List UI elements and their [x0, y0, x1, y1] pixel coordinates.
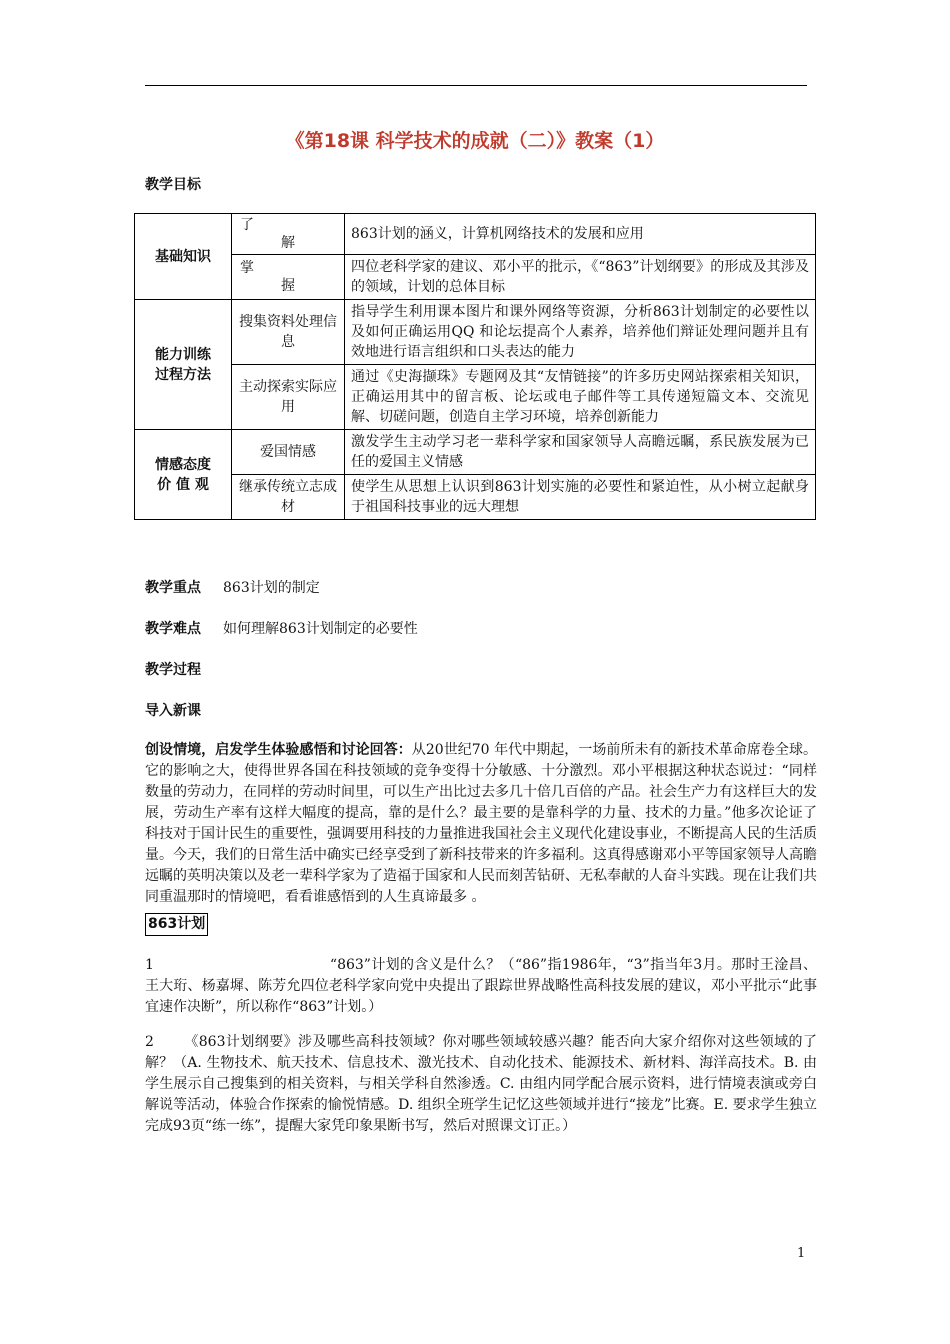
- key-point: 教学重点 863计划的制定: [145, 580, 320, 596]
- header-rule: [145, 85, 807, 86]
- table-row: [135, 430, 816, 475]
- row-description: 通过《史海撷珠》专题网及其“友情链接”的许多历史网站探索相关知识，正确运用其中的留言板、论坛或电子邮件等工具传递短篇文本、交流见解、切磋问题，创造自主学习环境，培养创新能力: [345, 365, 816, 430]
- sub-category: 爱国情感: [232, 430, 345, 475]
- table-row: [135, 365, 816, 430]
- row-description: 指导学生利用课本图片和课外网络等资源，分析863计划制定的必要性以及如何正确运用QQ 和论坛提高个人素养，培养他们辩证处理问题并且有效地进行语言组织和口头表达的能力: [345, 300, 816, 365]
- question-1: 1 “863”计划的含义是什么？（“86”指1986年，“3”指当年3月。那时王淦昌、王大珩、杨嘉墀、陈芳允四位老科学家向党中央提出了跟踪世界战略性高科技发展的建议，邓小平批示“此事宜速作决断”，所以称作“863”计划。）: [145, 957, 817, 1015]
- sub-category: 主动探索实际应用: [232, 365, 345, 430]
- process-heading: 教学过程: [145, 662, 201, 678]
- table-row: [135, 255, 816, 300]
- goals-heading: 教学目标: [145, 177, 201, 193]
- sub-category: 掌 握: [232, 255, 345, 300]
- row-description: 四位老科学家的建议、邓小平的批示，《“863”计划纲要》的形成及其涉及的领域，计划的总体目标: [345, 255, 816, 300]
- sub-category: 搜集资料处理信息: [232, 300, 345, 365]
- intro-heading: 导入新课: [145, 703, 201, 719]
- sub-category: 继承传统立志成材: [232, 475, 345, 520]
- goals-table: [134, 213, 816, 520]
- category-basic-knowledge: 基础知识: [135, 214, 232, 300]
- table-row: [135, 300, 816, 365]
- intro-paragraph: 创设情境，启发学生体验感悟和讨论回答：从20世纪70 年代中期起，一场前所未有的新技术革命席卷全球。它的影响之大，使得世界各国在科技领域的竞争变得十分敏感、十分激烈。邓小平根据这种状态说过：“同样数量的劳动力，在同样的劳动时间里，可以生产出比过去多几十倍几百倍的产品。社会生产力有这样巨大的发展，劳动生产率有这样大幅度的提高，靠的是什么？最主要的是靠科学的力量、技术的力量。”他多次论证了科技对于国计民生的重要性，强调要用科技的力量推进我国社会主义现代化建设事业，不断提高人民的生活质量。今天，我们的日常生活中确实已经享受到了新科技带来的许多福利。这真得感谢邓小平等国家领导人高瞻远瞩的英明决策以及老一辈科学家为了造福于国家和人民而刻苦钻研、无私奉献的人奋斗实践。现在让我们共同重温那时的情境吧，看看谁感悟到的人生真谛最多 。: [145, 742, 818, 905]
- row-description: 激发学生主动学习老一辈科学家和国家领导人高瞻远瞩，系民族发展为已任的爱国主义情感: [345, 430, 816, 475]
- page-title: 《第18课 科学技术的成就（二）》教案（1）: [285, 130, 665, 152]
- sub-category: 了 解: [232, 214, 345, 255]
- table-row: [135, 475, 816, 520]
- row-description: 863计划的涵义，计算机网络技术的发展和应用: [345, 214, 816, 255]
- category-emotion: 情感态度 价 值 观: [135, 430, 232, 520]
- page-number: 1: [797, 1246, 806, 1261]
- section-label: 863计划: [145, 913, 817, 936]
- question-2: 2 《863计划纲要》涉及哪些高科技领域？你对哪些领域较感兴趣？能否向大家介绍你对这些领域的了解？（A. 生物技术、航天技术、信息技术、激光技术、自动化技术、能源技术、新材料、海洋高技术。B. 由学生展示自己搜集到的相关资料，与相关学科自然渗透。C. 由组内同学配合展示资料，进行情境表演或旁白解说等活动，体验合作探索的愉悦情感。D. 组织全班学生记忆这些领域并进行“接龙”比赛。E. 要求学生独立完成93页“练一练”，提醒大家凭印象果断书写，然后对照课文订正。）: [145, 1034, 817, 1134]
- category-ability: 能力训练 过程方法: [135, 300, 232, 430]
- table-row: [135, 214, 816, 255]
- row-description: 使学生从思想上认识到863计划实施的必要性和紧迫性，从小树立起献身于祖国科技事业的远大理想: [345, 475, 816, 520]
- difficulty: 教学难点 如何理解863计划制定的必要性: [145, 621, 418, 637]
